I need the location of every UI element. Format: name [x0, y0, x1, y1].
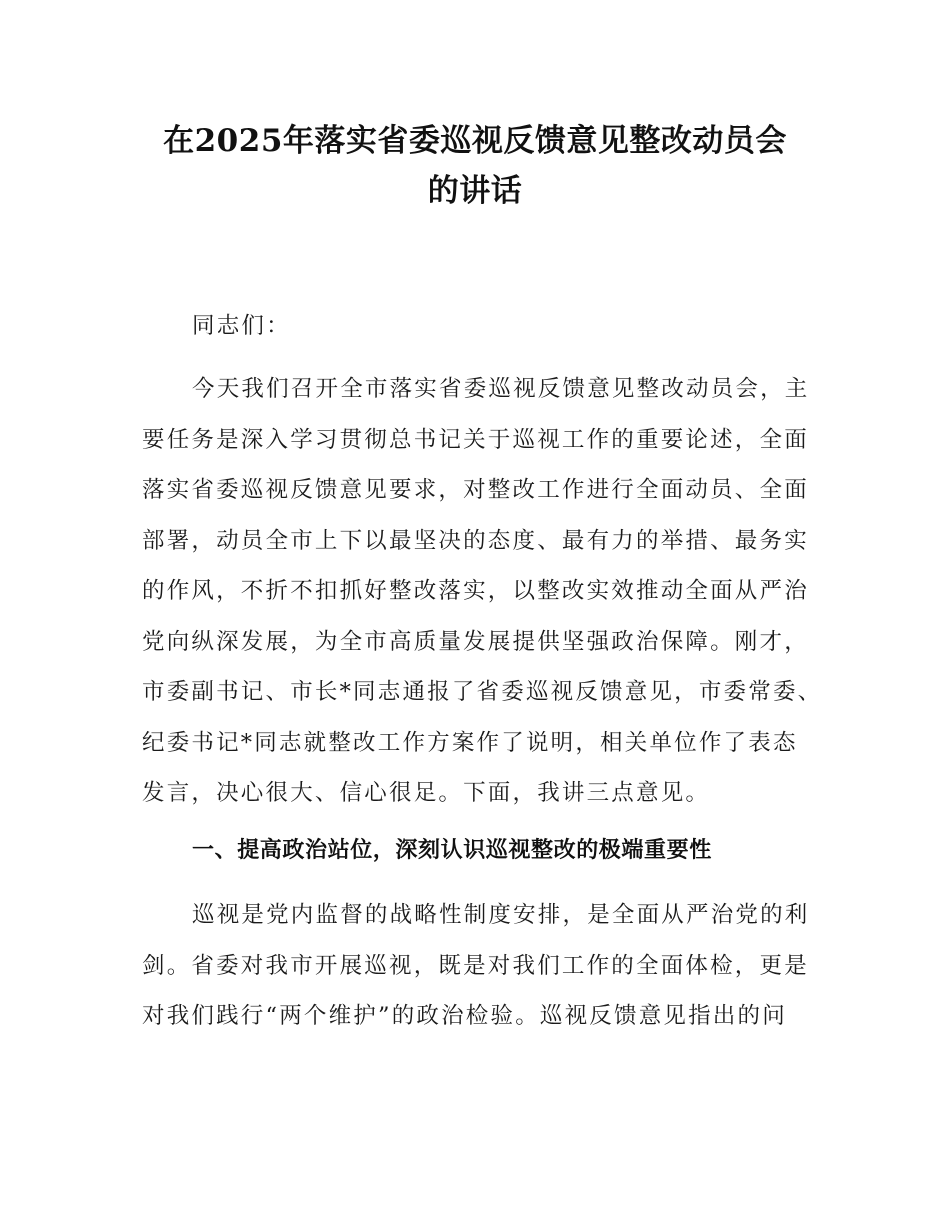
text-line: 今天我们召开全市落实省委巡视反馈意见整改动员会，主 [192, 376, 810, 402]
text-line: 对我们践行“两个维护”的政治检验。巡视反馈意见指出的问 [142, 1003, 787, 1029]
greeting-text: 同志们： [192, 313, 291, 339]
text-line: 纪委书记*同志就整改工作方案作了说明，相关单位作了表态 [142, 729, 798, 756]
paragraph-intro [142, 364, 823, 819]
document-title [100, 116, 850, 216]
text-line: 巡视是党内监督的战略性制度安排，是全面从严治党的利 [192, 902, 810, 928]
text-line: 部署，动员全市上下以最坚决的态度、最有力的举措、最务实 [142, 527, 809, 554]
paragraph-section1 [142, 890, 812, 1042]
text-line: 剑。省委对我市开展巡视，既是对我们工作的全面体检，更是 [142, 952, 809, 979]
text-line: 党向纵深发展，为全市高质量发展提供坚强政治保障。刚才， [142, 628, 809, 655]
text-line: 落实省委巡视反馈意见要求，对整改工作进行全面动员、全面 [142, 477, 809, 503]
title-line: 的讲话 [427, 173, 523, 209]
text-line: 的作风，不折不扣抓好整改落实，以整改实效推动全面从严治 [142, 578, 809, 604]
title-line: 在2025年落实省委巡视反馈意见整改动员会 [163, 123, 787, 159]
section-heading-1: 一、提高政治站位，深刻认识巡视整改的极端重要性 [192, 838, 712, 863]
text-line: 要任务是深入学习贯彻总书记关于巡视工作的重要论述，全面 [142, 426, 809, 453]
text-line: 发言，决心很大、信心很足。下面，我讲三点意见。 [142, 780, 711, 806]
greeting [192, 301, 862, 352]
text-line: 市委副书记、市长*同志通报了省委巡视反馈意见，市委常委、 [142, 679, 823, 705]
